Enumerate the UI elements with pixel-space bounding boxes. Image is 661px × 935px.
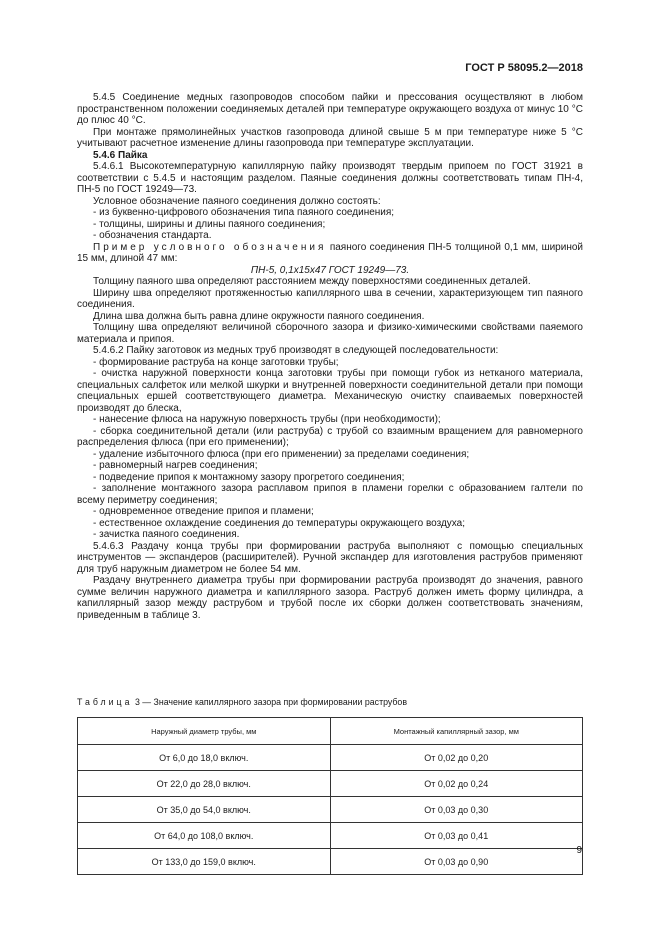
- list-item: - из буквенно-цифрового обозначения типа паяного соединения;: [93, 207, 395, 218]
- table-cell: От 35,0 до 54,0 включ.: [78, 797, 331, 823]
- example-text: паяного соединения ПН-5 толщиной 0,1 мм, шириной 15 мм, длиной 47 мм:: [77, 241, 584, 264]
- list-item: - формирование раструба на конце заготовки трубы;: [93, 356, 339, 368]
- paragraph: 5.4.6.3 Раздачу конца трубы при формировании раструба выполняют с помощью специальных инструментов — экспандеров (расширителей). Ручной экспандер для изготовления раструбов применяют для труб наружным диаметром не более 54 мм.: [77, 540, 583, 575]
- paragraph: Толщину шва определяют величиной сборочного зазора и физико-химическими свойствами паяемого материала и припоя.: [77, 322, 583, 345]
- list-item: - равномерный нагрев соединения;: [93, 460, 258, 471]
- list-item: - зачистка паяного соединения.: [93, 529, 240, 540]
- list-item: - обозначения стандарта.: [93, 230, 212, 241]
- table-row: [78, 849, 583, 875]
- paragraph: 5.4.5 Соединение медных газопроводов способом пайки и прессования осуществляют в любом пространственном положении соединяемых деталей при температуре окружающего воздуха от минус 10 °С до плюс 40 °С.: [77, 92, 583, 126]
- list-item: - нанесение флюса на наружную поверхность трубы (при необходимости);: [93, 414, 441, 425]
- gap-table: [77, 717, 583, 875]
- paragraph: При монтаже прямолинейных участков газопровода длиной свыше 5 м при температуре ниже 5 °С учитывают расчетное изменение длины газопровода при температуре эксплуатации.: [77, 126, 583, 149]
- list-item: - естественное охлаждение соединения до температуры окружающего воздуха;: [93, 517, 466, 529]
- table-row: [78, 823, 583, 849]
- document-header: ГОСТ Р 58095.2—2018: [465, 62, 583, 74]
- list-item: - толщины, ширины и длины паяного соединения;: [93, 218, 326, 230]
- table-caption-text: 3 — Значение капиллярного зазора при формировании раструбов: [134, 697, 407, 707]
- table-cell: От 6,0 до 18,0 включ.: [78, 745, 331, 771]
- example-paragraph: [77, 242, 583, 265]
- table-cell: От 0,03 до 0,41: [330, 823, 583, 849]
- list-item: - одновременное отведение припоя и пламени;: [93, 506, 314, 517]
- example-label: Пример условного обозначения: [93, 241, 327, 253]
- body-text: [77, 92, 583, 621]
- table-row: [78, 797, 583, 823]
- table-caption-prefix: Таблица: [77, 697, 133, 707]
- table-cell: От 0,02 до 0,20: [330, 745, 583, 771]
- list-item: - подведение припоя к монтажному зазору прогретого соединения;: [93, 471, 405, 483]
- paragraph: 5.4.6.1 Высокотемпературную капиллярную пайку производят твердым припоем по ГОСТ 31921 в соответствии с 5.4.5 и настоящим разделом. Паяные соединения должны соответствовать типам ПН-4, ПН-5 по ГОСТ 19249—73.: [77, 161, 583, 195]
- example-designation: ПН-5, 0,1х15х47 ГОСТ 19249—73.: [250, 264, 410, 276]
- table-row: [78, 771, 583, 797]
- column-header: Наружный диаметр трубы, мм: [78, 718, 331, 745]
- list-item: - очистка наружной поверхности конца заготовки трубы при помощи губок из нетканого материала, специальных салфеток или мелкой шкурки и внутренней поверхности соединительной детали при помощи специальных ершей соответствующего диаметра. Механическую очистку спаиваемых поверхностей производят до блеска,: [77, 368, 583, 414]
- table-cell: От 0,02 до 0,24: [330, 771, 583, 797]
- table-cell: От 0,03 до 0,90: [330, 849, 583, 875]
- table-cell: От 22,0 до 28,0 включ.: [78, 771, 331, 797]
- paragraph: Условное обозначение паяного соединения должно состоять:: [93, 195, 381, 207]
- table-header-row: [78, 718, 583, 745]
- paragraph: 5.4.6.2 Пайку заготовок из медных труб производят в следующей последовательности:: [93, 345, 499, 356]
- table-row: [78, 745, 583, 771]
- list-item: - заполнение монтажного зазора расплавом припоя в пламени горелки с образованием галтели по всему периметру соединения;: [77, 483, 583, 506]
- table-cell: От 0,03 до 0,30: [330, 797, 583, 823]
- paragraph: Ширину шва определяют протяженностью капиллярного шва в сечении, характеризующем тип паяного соединения.: [77, 287, 583, 310]
- paragraph: Длина шва должна быть равна длине окружности паяного соединения.: [93, 310, 425, 322]
- paragraph: Толщину паяного шва определяют расстоянием между поверхностями соединенных деталей.: [93, 276, 531, 287]
- table-cell: От 133,0 до 159,0 включ.: [78, 849, 331, 875]
- section-heading: 5.4.6 Пайка: [93, 149, 148, 161]
- page-number: 9: [576, 845, 582, 856]
- list-item: - сборка соединительной детали (или раструба) с трубой со взаимным вращением для равномерного распределения флюса (при его применении);: [77, 425, 583, 448]
- column-header: Монтажный капиллярный зазор, мм: [330, 718, 583, 745]
- list-item: - удаление избыточного флюса (при его применении) за пределами соединения;: [93, 448, 470, 460]
- table-caption: [77, 697, 407, 707]
- table-cell: От 64,0 до 108,0 включ.: [78, 823, 331, 849]
- paragraph: Раздачу внутреннего диаметра трубы при формировании раструба производят до значения, равного сумме величин наружного диаметра и капиллярного зазора. Раструб должен иметь форму цилиндра, а капиллярный зазор между раструбом и трубой после их сборки должен соответствовать значениям, приведенным в таблице 3.: [77, 575, 583, 621]
